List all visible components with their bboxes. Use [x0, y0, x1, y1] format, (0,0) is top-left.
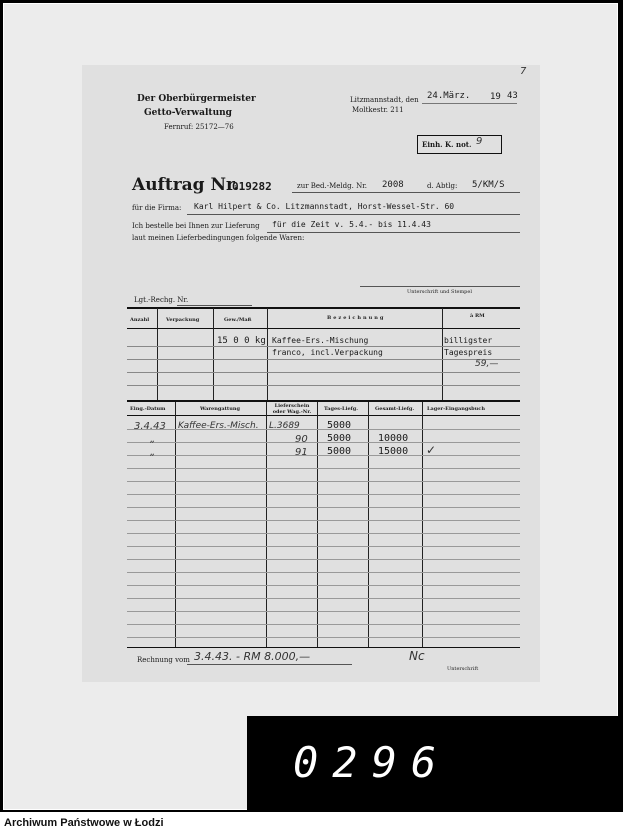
bill-value: 3.4.43. - RM 8.000,— — [194, 650, 311, 663]
table1-col-divider — [442, 308, 443, 400]
item-price3: 59,— — [475, 359, 499, 369]
year-suffix: 43 — [507, 91, 518, 101]
table1-top-rule — [127, 307, 520, 309]
title: Auftrag Nr. — [132, 175, 240, 195]
stamp-text: Einh. K. not. — [422, 140, 472, 149]
row1-date: 3.4.43 — [134, 421, 166, 432]
header-lieferschein: Lieferschein oder Wag.-Nr. — [272, 403, 312, 415]
row2-total: 10000 — [378, 433, 409, 444]
table1-bottom-rule — [127, 400, 520, 402]
ruled-row-line — [127, 481, 520, 482]
stamp-number: 9 — [476, 136, 483, 147]
ruled-row-line — [127, 572, 520, 573]
row3-ref: 91 — [295, 447, 308, 458]
sender-line2: Getto-Verwaltung — [144, 108, 232, 118]
table1-col-divider — [213, 308, 214, 400]
frame-number: 0296 — [293, 738, 451, 787]
firm-label: für die Firma: — [132, 204, 182, 212]
header-gewicht: Gew./Maß — [224, 317, 252, 323]
bill-label: Rechnung vom — [137, 656, 190, 664]
item-weight: 15 0 0 kg — [217, 336, 266, 346]
signature-line — [360, 286, 520, 287]
bottom-signature-label: Unterschrift — [447, 666, 479, 672]
ruled-row-line — [127, 520, 520, 521]
period-value: für die Zeit v. 5.4.- bis 11.4.43 — [272, 220, 431, 229]
ruled-row-line — [127, 559, 520, 560]
ruled-row-line — [127, 637, 520, 638]
ref-value: 2008 — [382, 180, 404, 190]
row1-ref: L.3689 — [269, 421, 300, 431]
dept-label: d. Abtlg: — [427, 182, 458, 190]
stamp-box — [417, 135, 502, 154]
ruled-row-line — [127, 585, 520, 586]
item-price2: Tagespreis — [444, 348, 493, 357]
table1-row-rule — [127, 346, 520, 347]
order-line1: Ich bestelle bei Ihnen zur Lieferung — [132, 222, 260, 230]
header-warengattung: Warengattung — [200, 406, 240, 412]
header-tages-liefg: Tages-Liefg. — [324, 406, 359, 412]
order-number: 019282 — [232, 180, 272, 193]
table2-header-rule — [127, 415, 520, 416]
ruled-row-line — [127, 494, 520, 495]
table1-col-divider — [157, 308, 158, 400]
table1-row-rule — [127, 359, 520, 360]
table1-col-divider — [267, 308, 268, 400]
archive-label: Archiwum Państwowe w Łodzi — [4, 817, 164, 829]
place-label: Litzmannstadt, den — [350, 96, 419, 104]
row3-daily: 5000 — [327, 446, 352, 457]
header-bezeichnung: Bezeichnung — [327, 315, 386, 321]
row1-goods: Kaffee-Ers.-Misch. — [178, 421, 259, 431]
ruled-row-line — [127, 611, 520, 612]
row2-daily: 5000 — [327, 433, 352, 444]
header-anzahl: Anzahl — [130, 317, 150, 323]
date-value: 24.März. — [427, 91, 471, 101]
item-desc1: Kaffee-Ers.-Mischung — [272, 336, 369, 345]
header-verpackung: Verpackung — [166, 317, 200, 323]
period-underline — [267, 232, 520, 233]
table1-header-rule — [127, 328, 520, 329]
table2-bottom-rule — [127, 647, 520, 648]
invoice-label: Lgt.-Rechg. Nr. — [134, 296, 189, 304]
year-prefix: 19 — [490, 92, 501, 102]
street: Moltkestr. 211 — [352, 106, 404, 114]
handwritten-signature: Nc — [409, 649, 425, 663]
row2-date: „ — [150, 434, 156, 445]
row2-ref: 90 — [295, 434, 308, 445]
header-eing-datum: Eing.-Datum — [130, 406, 166, 412]
header-lager: Lager-Eingangsbuch — [427, 406, 485, 412]
ruled-row-line — [127, 624, 520, 625]
firm-underline — [187, 214, 520, 215]
row3-total: 15000 — [378, 446, 409, 457]
bill-underline — [187, 664, 352, 665]
sender-line1: Der Oberbürgermeister — [137, 94, 256, 104]
row3-date: „ — [150, 447, 156, 458]
firm-value: Karl Hilpert & Co. Litzmannstadt, Horst-Wessel-Str. 60 — [194, 202, 455, 211]
header-price: à RM — [470, 313, 485, 319]
ruled-row-line — [127, 507, 520, 508]
order-line2: laut meinen Lieferbedingungen folgende Waren: — [132, 234, 305, 242]
page-number: 7 — [520, 66, 527, 77]
order-form-paper — [82, 65, 540, 682]
ruled-row-line — [127, 468, 520, 469]
check-mark: ✓ — [426, 443, 437, 457]
ruled-row-line — [127, 533, 520, 534]
ruled-row-line — [127, 546, 520, 547]
title-underline — [292, 192, 520, 193]
table1-row-rule — [127, 385, 520, 386]
sender-phone: Fernruf: 25172—76 — [164, 123, 234, 131]
ruled-row-line — [127, 442, 520, 443]
invoice-underline — [177, 305, 252, 306]
signature-label: Unterschrift und Stempel — [407, 289, 472, 295]
item-price1: billigster — [444, 336, 493, 345]
ruled-row-line — [127, 455, 520, 456]
ruled-row-line — [127, 598, 520, 599]
ref-label: zur Bed.-Meldg. Nr. — [297, 182, 368, 190]
item-desc2: franco, incl.Verpackung — [272, 348, 383, 357]
row1-daily: 5000 — [327, 420, 352, 431]
header-gesamt-liefg: Gesamt-Liefg. — [375, 406, 415, 412]
date-underline — [422, 103, 517, 104]
dept-value: 5/KM/S — [472, 180, 505, 190]
table1-row-rule — [127, 372, 520, 373]
